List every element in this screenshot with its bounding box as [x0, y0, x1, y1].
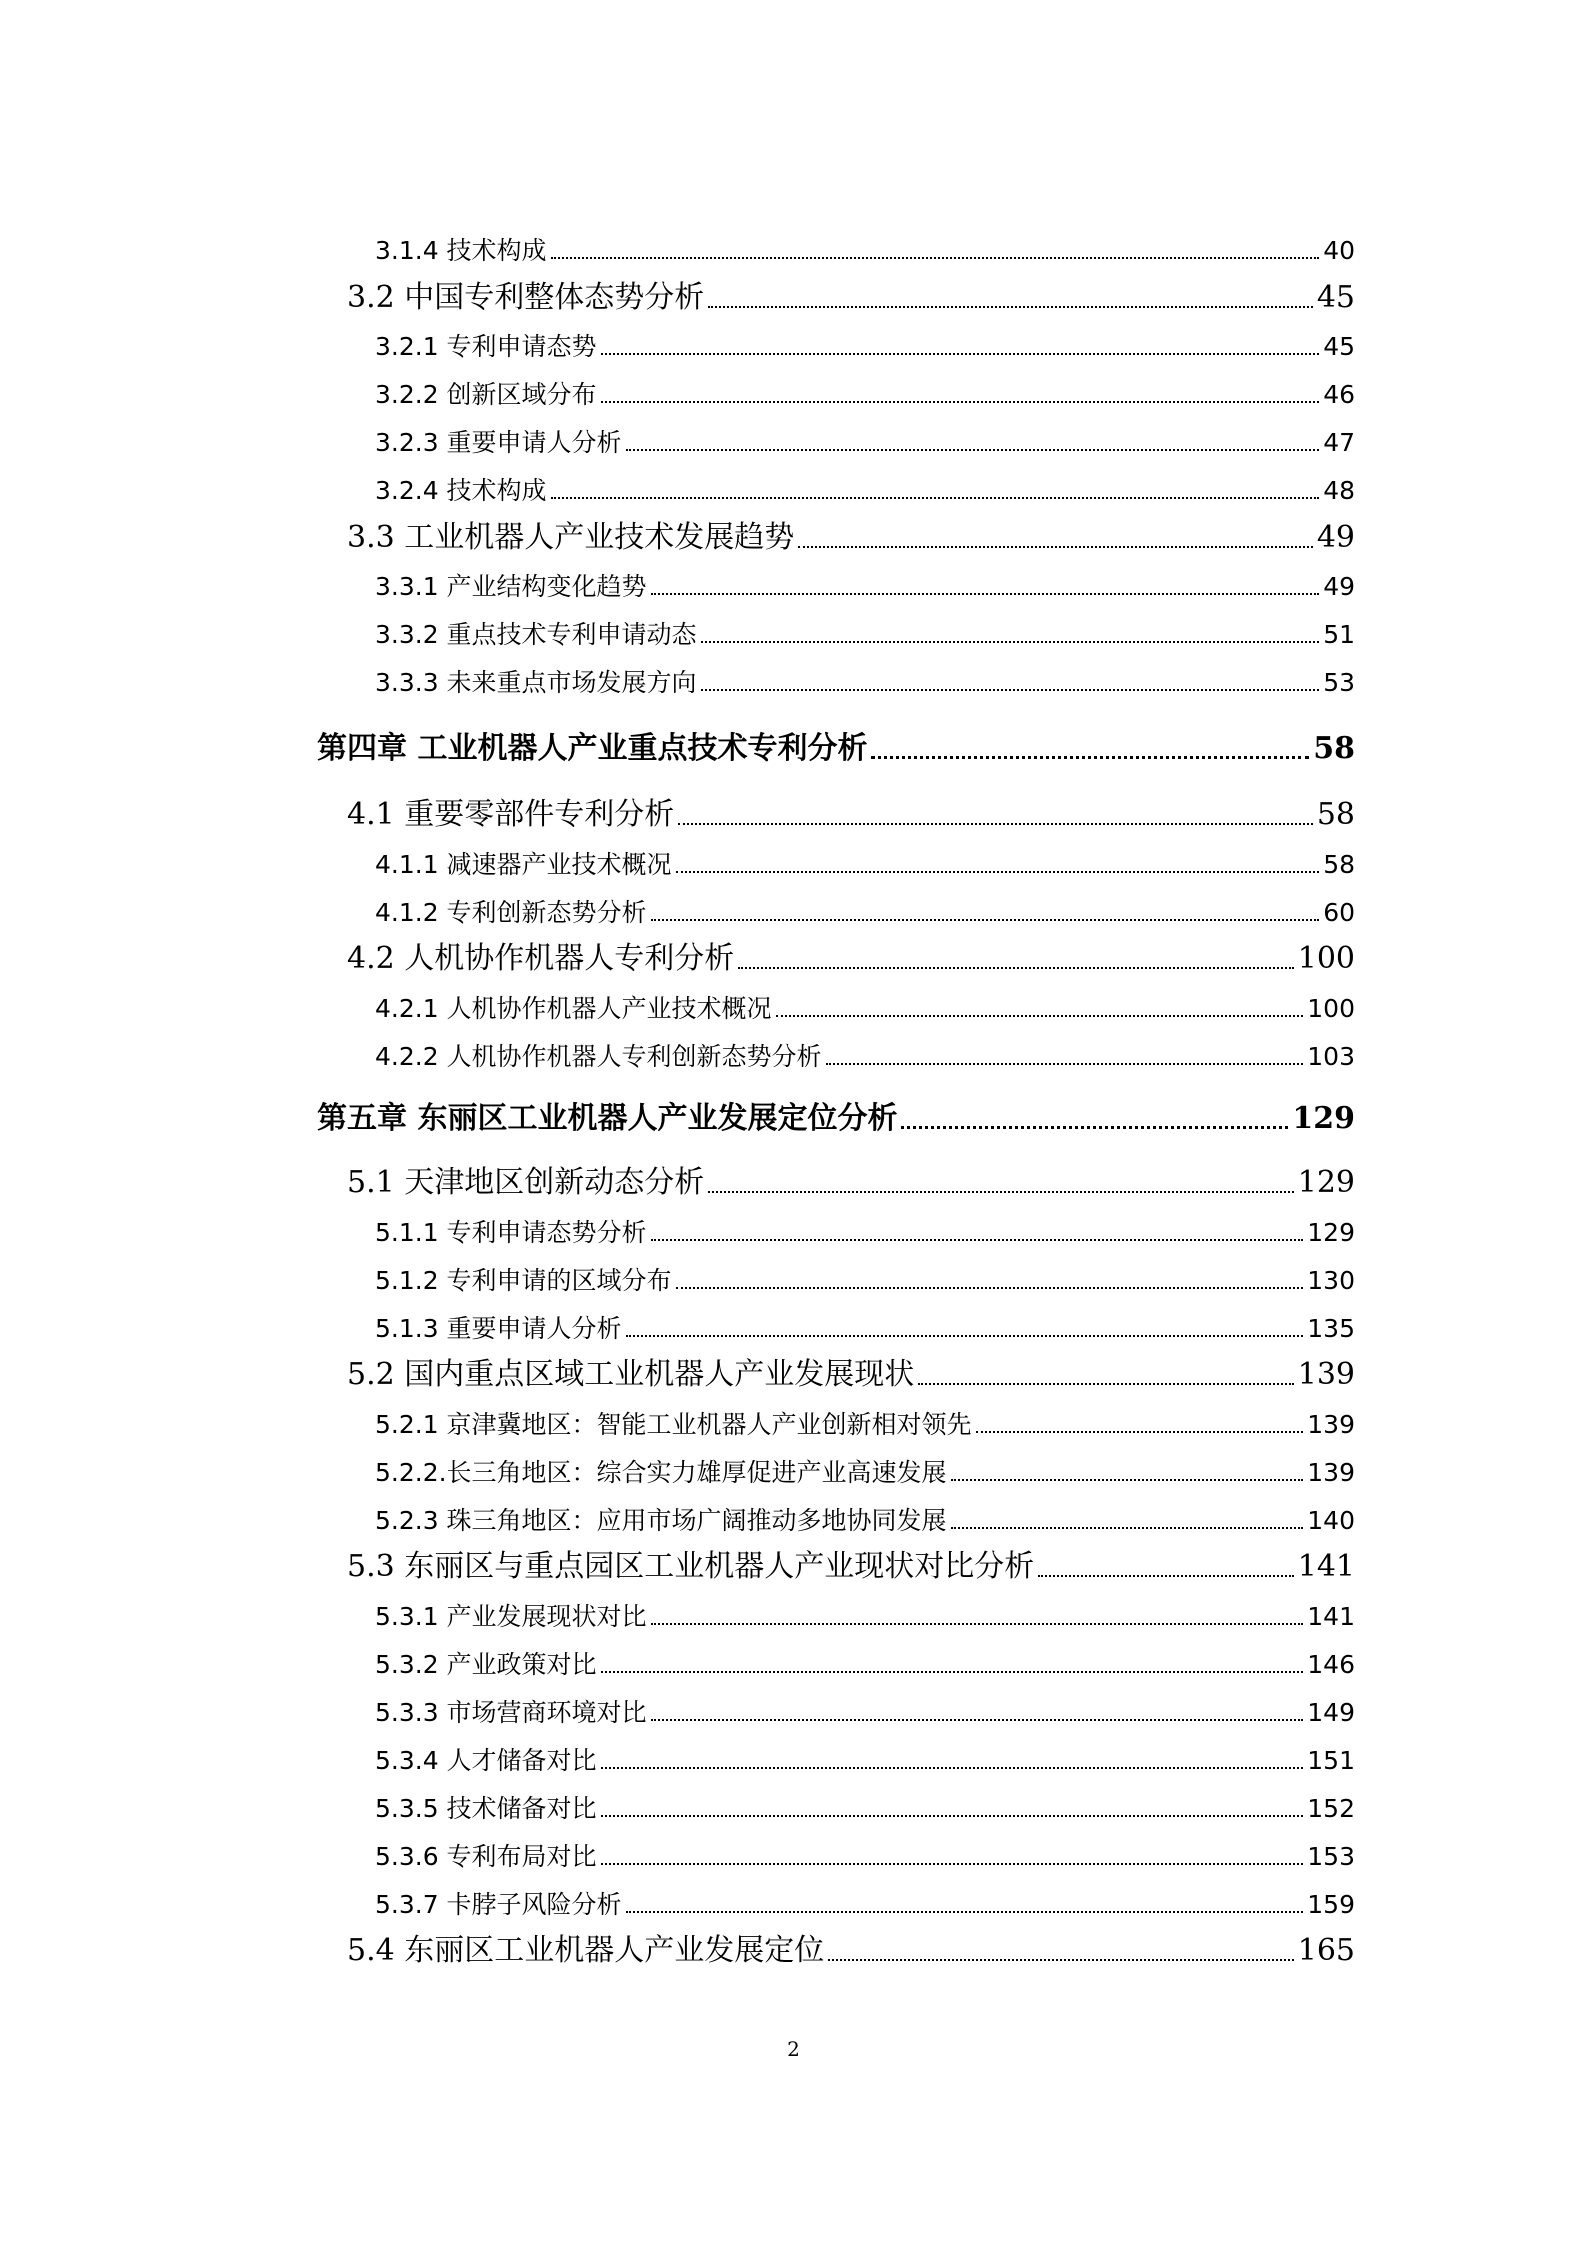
toc-entry-page: 129 — [1292, 1101, 1355, 1136]
toc-entry[interactable] — [375, 852, 1355, 877]
toc-entry-title: 4.1 重要零部件专利分析 — [347, 797, 675, 832]
toc-entry-page: 152 — [1307, 1794, 1355, 1823]
toc-dot-leader — [708, 1191, 1293, 1193]
toc-entry-page: 48 — [1323, 476, 1355, 505]
toc-entry-page: 129 — [1297, 1165, 1355, 1200]
toc-entry-page: 51 — [1323, 620, 1355, 649]
toc-entry[interactable] — [375, 1748, 1355, 1773]
toc-entry[interactable] — [375, 1844, 1355, 1869]
toc-entry-title: 3.2.2 创新区域分布 — [375, 380, 597, 409]
toc-dot-leader — [871, 756, 1309, 759]
toc-dot-leader — [951, 1479, 1304, 1481]
toc-entry-page: 58 — [1316, 797, 1355, 832]
toc-entry-title: 3.2.1 专利申请态势 — [375, 332, 597, 361]
toc-entry-title: 5.3.5 技术储备对比 — [375, 1794, 597, 1823]
toc-entry[interactable] — [375, 1268, 1355, 1293]
toc-entry[interactable] — [347, 280, 1355, 315]
toc-dot-leader — [776, 1015, 1304, 1017]
toc-entry-title: 3.2 中国专利整体态势分析 — [347, 280, 705, 315]
toc-entry-title: 5.3.2 产业政策对比 — [375, 1650, 597, 1679]
toc-entry[interactable] — [347, 941, 1355, 976]
toc-dot-leader — [601, 353, 1320, 355]
toc-entry-title: 4.2 人机协作机器人专利分析 — [347, 941, 735, 976]
toc-entry-title: 5.3.1 产业发展现状对比 — [375, 1602, 647, 1631]
toc-dot-leader — [601, 1863, 1304, 1865]
toc-entry-title: 4.2.1 人机协作机器人产业技术概况 — [375, 994, 772, 1023]
toc-dot-leader — [901, 1126, 1288, 1129]
toc-entry-page: 165 — [1297, 1933, 1355, 1968]
toc-entry-title: 5.3.3 市场营商环境对比 — [375, 1698, 647, 1727]
toc-entry[interactable] — [375, 900, 1355, 925]
toc-entry[interactable] — [375, 238, 1355, 263]
toc-entry-title: 3.3 工业机器人产业技术发展趋势 — [347, 520, 795, 555]
toc-entry-page: 146 — [1307, 1650, 1355, 1679]
toc-entry[interactable] — [347, 1933, 1355, 1968]
toc-entry-title: 5.1 天津地区创新动态分析 — [347, 1165, 705, 1200]
toc-dot-leader — [918, 1383, 1293, 1385]
toc-entry-page: 40 — [1323, 236, 1355, 265]
toc-entry-page: 135 — [1307, 1314, 1355, 1343]
toc-entry[interactable] — [375, 1604, 1355, 1629]
toc-dot-leader — [678, 823, 1313, 825]
toc-entry-title: 4.1.1 减速器产业技术概况 — [375, 850, 672, 879]
toc-entry-page: 46 — [1323, 380, 1355, 409]
toc-entry-title: 5.3.4 人才储备对比 — [375, 1746, 597, 1775]
toc-dot-leader — [1038, 1575, 1293, 1577]
toc-entry[interactable] — [317, 731, 1355, 766]
toc-dot-leader — [676, 1287, 1304, 1289]
toc-dot-leader — [951, 1527, 1304, 1529]
toc-entry-title: 3.1.4 技术构成 — [375, 236, 547, 265]
toc-dot-leader — [626, 449, 1320, 451]
toc-entry-title: 第五章 东丽区工业机器人产业发展定位分析 — [317, 1101, 898, 1136]
toc-entry-title: 5.1.3 重要申请人分析 — [375, 1314, 622, 1343]
toc-entry[interactable] — [347, 1165, 1355, 1200]
toc-entry-title: 5.3 东丽区与重点园区工业机器人产业现状对比分析 — [347, 1549, 1035, 1584]
toc-entry[interactable] — [317, 1101, 1355, 1136]
toc-entry[interactable] — [375, 430, 1355, 455]
toc-entry[interactable] — [375, 1220, 1355, 1245]
toc-entry-title: 5.2.3 珠三角地区：应用市场广阔推动多地协同发展 — [375, 1506, 947, 1535]
toc-entry[interactable] — [347, 1549, 1355, 1584]
toc-entry[interactable] — [375, 334, 1355, 359]
toc-entry-title: 4.2.2 人机协作机器人专利创新态势分析 — [375, 1042, 822, 1071]
toc-entry[interactable] — [375, 1460, 1355, 1485]
toc-entry-title: 第四章 工业机器人产业重点技术专利分析 — [317, 731, 868, 766]
toc-dot-leader — [651, 1239, 1304, 1241]
toc-dot-leader — [701, 689, 1320, 691]
toc-entry-page: 103 — [1307, 1042, 1355, 1071]
toc-entry-title: 5.1.1 专利申请态势分析 — [375, 1218, 647, 1247]
toc-dot-leader — [551, 497, 1320, 499]
toc-dot-leader — [976, 1431, 1304, 1433]
toc-entry-page: 139 — [1297, 1357, 1355, 1392]
toc-entry[interactable] — [375, 622, 1355, 647]
toc-entry-title: 3.3.3 未来重点市场发展方向 — [375, 668, 697, 697]
toc-entry[interactable] — [375, 1652, 1355, 1677]
toc-entry-page: 153 — [1307, 1842, 1355, 1871]
toc-entry-title: 5.1.2 专利申请的区域分布 — [375, 1266, 672, 1295]
toc-dot-leader — [651, 593, 1320, 595]
toc-entry-page: 139 — [1307, 1458, 1355, 1487]
toc-entry-page: 130 — [1307, 1266, 1355, 1295]
toc-entry[interactable] — [375, 1044, 1355, 1069]
toc-entry-page: 53 — [1323, 668, 1355, 697]
toc-entry-title: 3.2.3 重要申请人分析 — [375, 428, 622, 457]
toc-entry-page: 47 — [1323, 428, 1355, 457]
toc-entry-title: 5.2 国内重点区域工业机器人产业发展现状 — [347, 1357, 915, 1392]
toc-entry-page: 141 — [1297, 1549, 1355, 1584]
toc-dot-leader — [651, 1623, 1304, 1625]
toc-entry-page: 100 — [1297, 941, 1355, 976]
page-number: 2 — [787, 2037, 800, 2061]
toc-dot-leader — [651, 919, 1320, 921]
toc-entry-page: 60 — [1323, 898, 1355, 927]
toc-entry[interactable] — [375, 478, 1355, 503]
toc-entry-page: 141 — [1307, 1602, 1355, 1631]
toc-dot-leader — [626, 1911, 1304, 1913]
toc-entry[interactable] — [347, 520, 1355, 555]
toc-dot-leader — [601, 1767, 1304, 1769]
toc-entry-page: 149 — [1307, 1698, 1355, 1727]
toc-dot-leader — [601, 1671, 1304, 1673]
toc-entry[interactable] — [375, 996, 1355, 1021]
toc-entry[interactable] — [375, 1412, 1355, 1437]
toc-entry[interactable] — [375, 1316, 1355, 1341]
toc-entry[interactable] — [375, 1700, 1355, 1725]
toc-entry[interactable] — [375, 1892, 1355, 1917]
toc-entry-title: 4.1.2 专利创新态势分析 — [375, 898, 647, 927]
toc-dot-leader — [551, 257, 1320, 259]
toc-dot-leader — [601, 401, 1320, 403]
toc-entry-title: 3.2.4 技术构成 — [375, 476, 547, 505]
toc-entry-page: 58 — [1313, 731, 1355, 766]
toc-entry-page: 139 — [1307, 1410, 1355, 1439]
toc-dot-leader — [828, 1959, 1293, 1961]
toc-entry-title: 3.3.2 重点技术专利申请动态 — [375, 620, 697, 649]
toc-entry[interactable] — [347, 1357, 1355, 1392]
toc-entry-page: 49 — [1323, 572, 1355, 601]
toc-entry-page: 159 — [1307, 1890, 1355, 1919]
toc-entry-title: 3.3.1 产业结构变化趋势 — [375, 572, 647, 601]
toc-entry-page: 100 — [1307, 994, 1355, 1023]
toc-dot-leader — [708, 306, 1313, 308]
toc-entry-title: 5.2.1 京津冀地区：智能工业机器人产业创新相对领先 — [375, 1410, 972, 1439]
toc-entry-page: 45 — [1316, 280, 1355, 315]
toc-entry-title: 5.3.6 专利布局对比 — [375, 1842, 597, 1871]
toc-dot-leader — [798, 546, 1313, 548]
toc-dot-leader — [626, 1335, 1304, 1337]
toc-entry-page: 58 — [1323, 850, 1355, 879]
toc-entry-page: 151 — [1307, 1746, 1355, 1775]
toc-entry-page: 140 — [1307, 1506, 1355, 1535]
toc-entry[interactable] — [375, 574, 1355, 599]
toc-entry-page: 45 — [1323, 332, 1355, 361]
toc-dot-leader — [701, 641, 1320, 643]
toc-dot-leader — [651, 1719, 1304, 1721]
toc-dot-leader — [826, 1063, 1304, 1065]
toc-entry-title: 5.4 东丽区工业机器人产业发展定位 — [347, 1933, 825, 1968]
toc-dot-leader — [601, 1815, 1304, 1817]
toc-entry[interactable] — [347, 797, 1355, 832]
toc-entry[interactable] — [375, 1796, 1355, 1821]
toc-dot-leader — [676, 871, 1320, 873]
toc-entry[interactable] — [375, 670, 1355, 695]
toc-entry-title: 5.3.7 卡脖子风险分析 — [375, 1890, 622, 1919]
toc-entry-title: 5.2.2.长三角地区：综合实力雄厚促进产业高速发展 — [375, 1458, 947, 1487]
toc-entry-page: 129 — [1307, 1218, 1355, 1247]
toc-dot-leader — [738, 967, 1293, 969]
toc-entry[interactable] — [375, 382, 1355, 407]
toc-entry[interactable] — [375, 1508, 1355, 1533]
toc-entry-page: 49 — [1316, 520, 1355, 555]
